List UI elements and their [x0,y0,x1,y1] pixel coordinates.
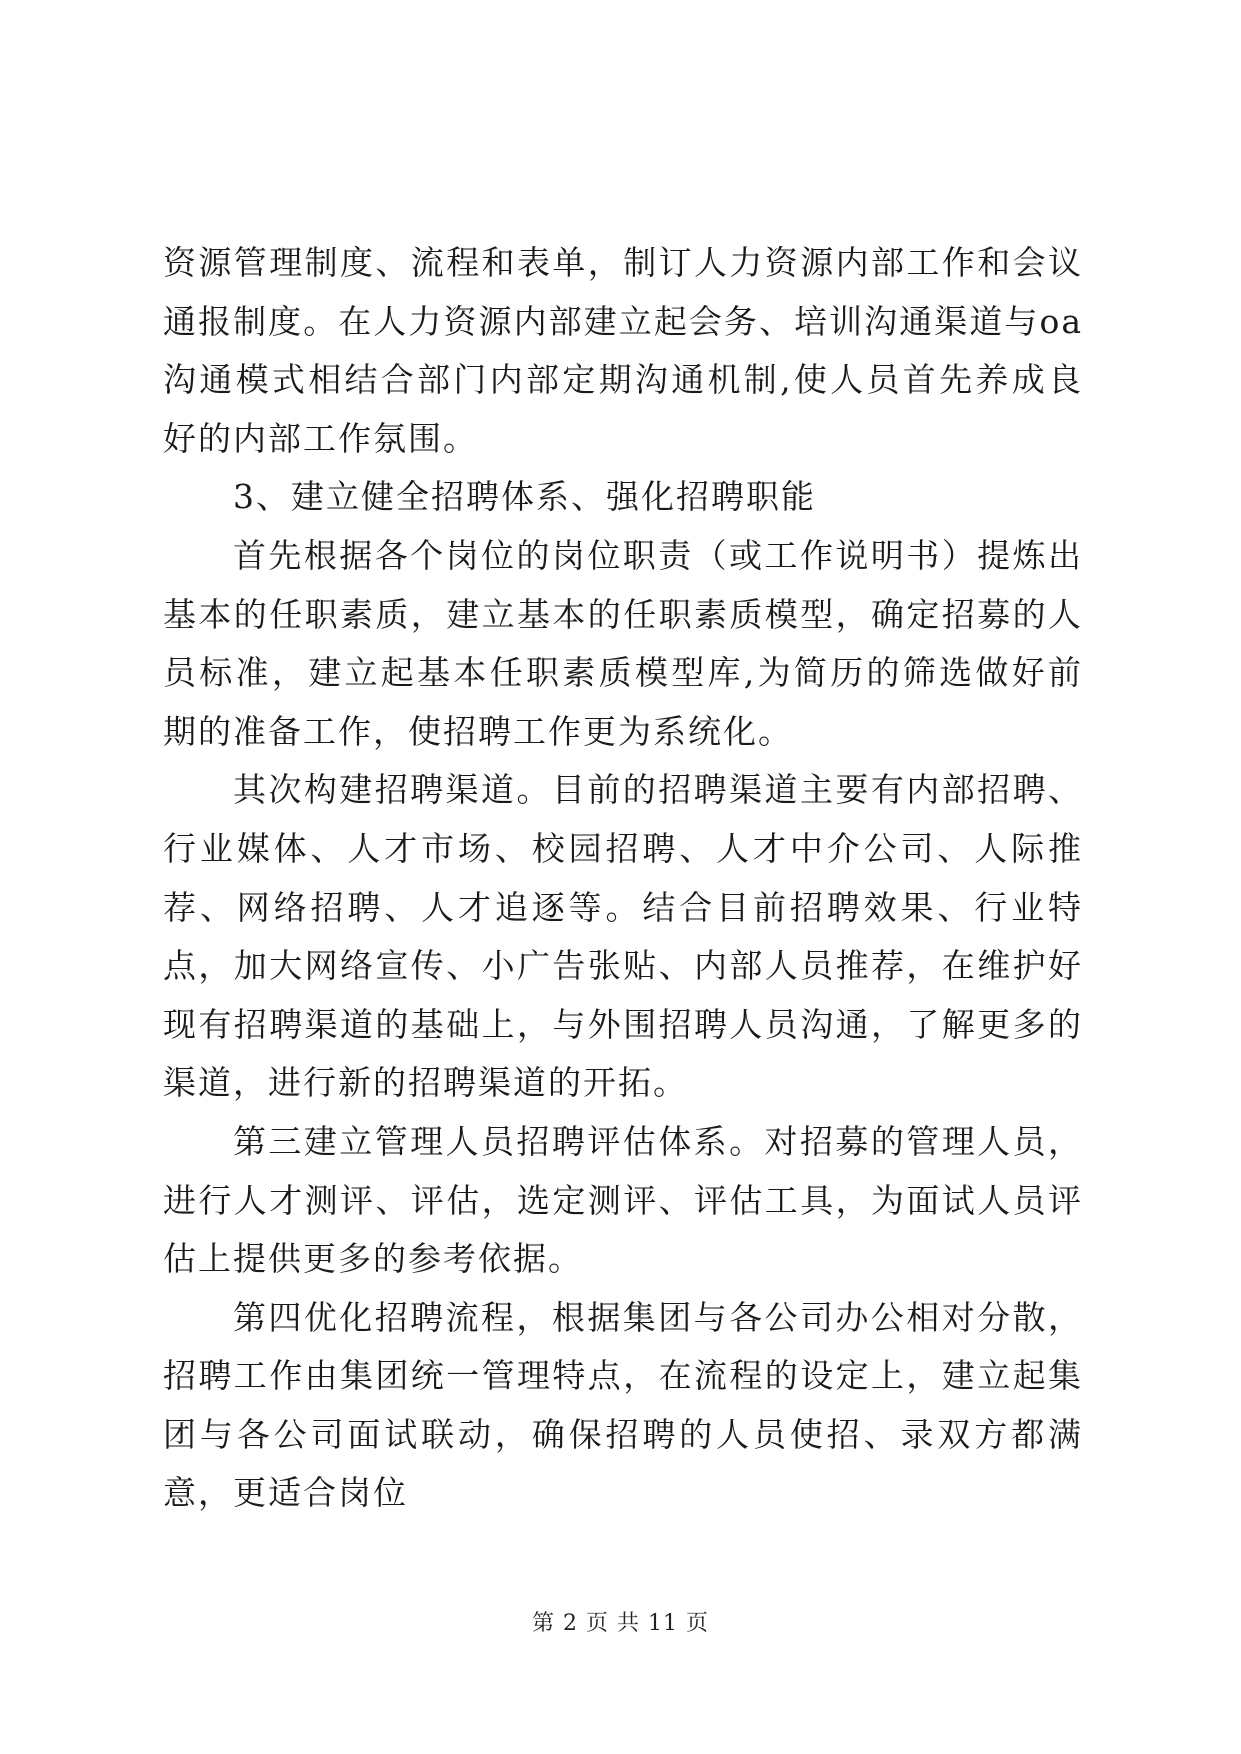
page-footer: 第 2 页 共 11 页 [532,1611,709,1636]
body-text [163,234,1083,1523]
paragraph: 其次构建招聘渠道。目前的招聘渠道主要有内部招聘、行业媒体、人才市场、校园招聘、人才中介公司、人际推荐、网络招聘、人才追逐等。结合目前招聘效果、行业特点，加大网络宣传、小广告张贴、内部人员推荐，在维护好现有招聘渠道的基础上，与外围招聘人员沟通，了解更多的渠道，进行新的招聘渠道的开拓。 [163,770,1083,1103]
section-heading: 3、建立健全招聘体系、强化招聘职能 [233,477,816,517]
paragraph-continuation: 资源管理制度、流程和表单，制订人力资源内部工作和会议通报制度。在人力资源内部建立起会务、培训沟通渠道与oa沟通模式相结合部门内部定期沟通机制,使人员首先养成良好的内部工作氛围。 [163,243,1083,458]
paragraph: 首先根据各个岗位的岗位职责（或工作说明书）提炼出基本的任职素质，建立基本的任职素质模型，确定招募的人员标准，建立起基本任职素质模型库,为简历的筛选做好前期的准备工作，使招聘工作更为系统化。 [163,535,1083,751]
paragraph: 第四优化招聘流程，根据集团与各公司办公相对分散，招聘工作由集团统一管理特点，在流程的设定上，建立起集团与各公司面试联动，确保招聘的人员使招、录双方都满意，更适合岗位 [163,1297,1083,1513]
paragraph: 第三建立管理人员招聘评估体系。对招募的管理人员，进行人才测评、评估，选定测评、评估工具，为面试人员评估上提供更多的参考依据。 [163,1121,1083,1279]
